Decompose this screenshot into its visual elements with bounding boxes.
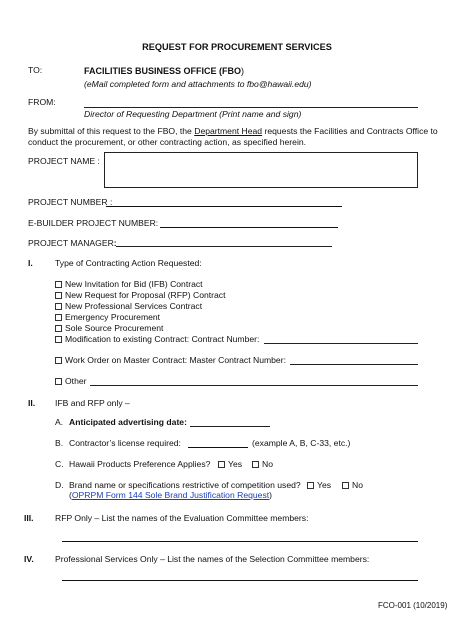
project-manager-text: PROJECT MANAGER (28, 238, 114, 248)
project-name-label: PROJECT NAME : (28, 156, 100, 166)
checkbox-modification[interactable] (55, 336, 62, 343)
selection-committee-line[interactable] (62, 580, 418, 581)
d-paren-open: ( (69, 490, 72, 500)
to-note-text: eMail completed form and attachments to fbo@hawaii.edu (86, 79, 309, 89)
option-other[interactable] (55, 377, 87, 387)
item-c-text: Hawaii Products Preference Applies? (69, 459, 211, 469)
checkbox-emergency[interactable] (55, 314, 62, 321)
checkbox-d-no[interactable] (342, 482, 349, 489)
project-manager-line[interactable] (116, 246, 332, 247)
option-work-order-label: Work Order on Master Contract: Master Contract Number: (65, 355, 286, 365)
option-modification-label: Modification to existing Contract: Contract Number: (65, 334, 260, 344)
section-1-heading: Type of Contracting Action Requested: (55, 258, 202, 268)
master-contract-number-line[interactable] (290, 364, 418, 365)
form-number: FCO-001 (10/2019) (378, 601, 448, 610)
item-a-text: Anticipated advertising date: (69, 417, 187, 427)
option-professional-label: New Professional Services Contract (65, 301, 203, 311)
item-b-text: Contractor’s license required: (69, 438, 181, 448)
d-yes-option[interactable] (307, 481, 331, 491)
project-number-label: PROJECT NUMBER : (28, 197, 113, 207)
intro-part-1: By submittal of this request to the FBO, the (28, 126, 195, 136)
item-d-letter: D. (55, 480, 64, 490)
section-1-numeral: I. (28, 258, 33, 268)
c-yes-option[interactable] (218, 460, 242, 470)
section-4-text: Professional Services Only – List the names of the Selection Committee members: (55, 554, 370, 564)
section-2-numeral: II. (28, 398, 36, 408)
option-emergency-label: Emergency Procurement (65, 312, 161, 322)
checkbox-d-yes[interactable] (307, 482, 314, 489)
intro-line-1 (28, 127, 438, 137)
to-office-close: ) (241, 66, 245, 76)
intro-line-2: conduct the procurement, or other contracting action, as specified herein. (28, 137, 307, 147)
other-line[interactable] (90, 385, 418, 386)
evaluation-committee-line[interactable] (62, 541, 418, 542)
d-no-label: No (352, 480, 363, 490)
checkbox-c-yes[interactable] (218, 461, 225, 468)
page-title: REQUEST FOR PROCUREMENT SERVICES (142, 42, 332, 52)
project-name-box[interactable] (104, 152, 418, 188)
option-ifb[interactable] (55, 280, 203, 290)
to-note-open: ( (84, 79, 87, 89)
oprpm-form-link[interactable]: OPRPM Form 144 Sole Brand Justification Request (71, 490, 270, 500)
checkbox-c-no[interactable] (252, 461, 259, 468)
option-work-order[interactable] (55, 356, 286, 366)
project-manager-label (28, 239, 117, 249)
item-d-text: Brand name or specifications restrictive of competition used? (69, 480, 301, 490)
from-label: FROM: (28, 97, 56, 107)
checkbox-sole-source[interactable] (55, 325, 62, 332)
option-ifb-label: New Invitation for Bid (IFB) Contract (65, 279, 203, 289)
ebuilder-line[interactable] (160, 227, 338, 228)
ebuilder-label: E-BUILDER PROJECT NUMBER: (28, 218, 159, 228)
d-yes-label: Yes (317, 480, 332, 490)
project-number-line[interactable] (106, 206, 342, 207)
c-no-label: No (262, 459, 273, 469)
option-emergency[interactable] (55, 313, 160, 323)
section-3-text: RFP Only – List the names of the Evaluation Committee members: (55, 513, 309, 523)
checkbox-other[interactable] (55, 378, 62, 385)
from-signature-line[interactable] (84, 107, 418, 108)
c-yes-label: Yes (228, 459, 243, 469)
to-office (84, 66, 244, 76)
item-a-letter: A. (55, 417, 64, 427)
intro-part-2: requests the Facilities and Contracts Office to (262, 126, 438, 136)
option-professional[interactable] (55, 302, 202, 312)
checkbox-professional[interactable] (55, 303, 62, 310)
project-manager-colon: : (113, 238, 117, 248)
checkbox-rfp[interactable] (55, 292, 62, 299)
to-label: TO: (28, 65, 43, 75)
option-modification[interactable] (55, 335, 259, 345)
to-office-name: FACILITIES BUSINESS OFFICE (FBO (84, 66, 242, 76)
section-3-numeral: III. (24, 513, 34, 523)
option-rfp[interactable] (55, 291, 225, 301)
d-no-option[interactable] (342, 481, 363, 491)
from-caption: Director of Requesting Department (Print name and sign) (84, 109, 302, 119)
c-no-option[interactable] (252, 460, 273, 470)
item-d-form-reference (69, 491, 272, 501)
section-4-numeral: IV. (24, 554, 34, 564)
checkbox-ifb[interactable] (55, 281, 62, 288)
section-2-heading: IFB and RFP only – (55, 398, 130, 408)
option-other-label: Other (65, 376, 87, 386)
item-c-letter: C. (55, 459, 64, 469)
to-note (84, 80, 312, 90)
checkbox-work-order[interactable] (55, 357, 62, 364)
d-paren-close: ) (269, 490, 273, 500)
modification-contract-number-line[interactable] (264, 343, 418, 344)
item-b-letter: B. (55, 438, 64, 448)
license-line[interactable] (188, 447, 248, 448)
advertising-date-line[interactable] (190, 426, 270, 427)
intro-department-head: Department Head (194, 126, 263, 136)
option-sole-source-label: Sole Source Procurement (65, 323, 164, 333)
to-note-close: ) (308, 79, 312, 89)
item-b-example: (example A, B, C-33, etc.) (252, 438, 351, 448)
option-sole-source[interactable] (55, 324, 163, 334)
option-rfp-label: New Request for Proposal (RFP) Contract (65, 290, 226, 300)
